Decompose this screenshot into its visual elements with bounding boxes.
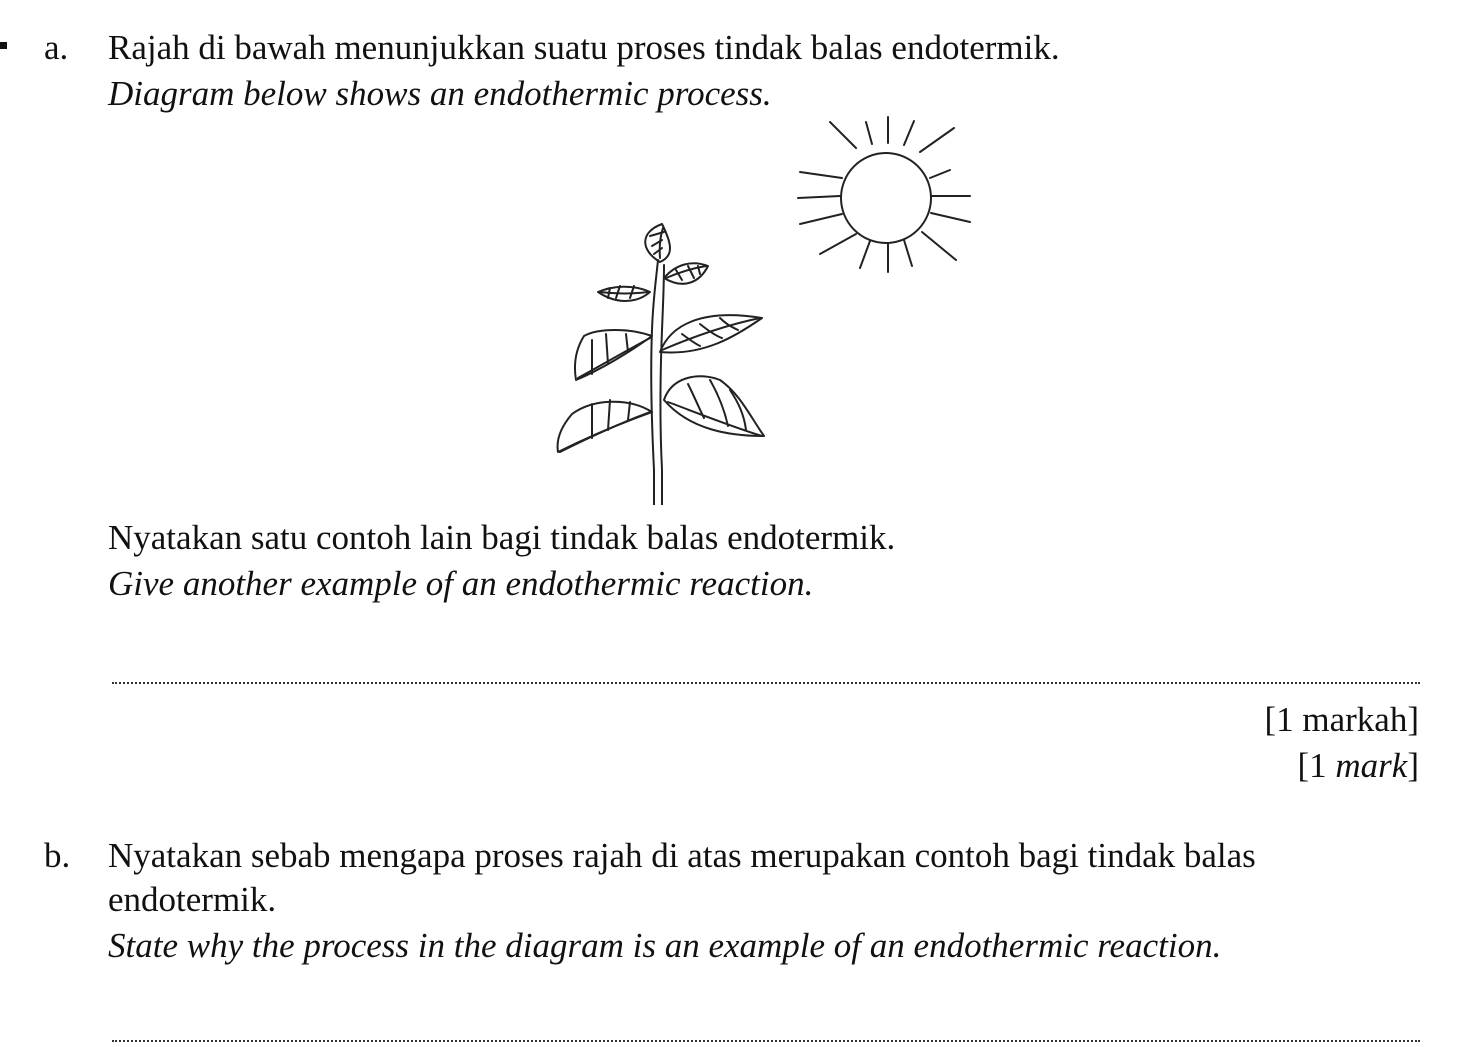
question-b-text-ms-1: Nyatakan sebab mengapa proses rajah di atas merupakan contoh bagi tindak balas [108,836,1256,875]
mark-en-word: mark [1335,746,1408,785]
plant-icon [558,224,764,505]
question-a-text-en: Diagram below shows an endothermic process. [108,74,772,113]
question-a-label: a. [44,28,69,67]
question-b-text-en: State why the process in the diagram is an example of an endothermic reaction. [108,926,1222,965]
question-b-label: b. [44,836,71,875]
mark-en-close: ] [1407,746,1419,785]
question-a-prompt-en: Give another example of an endothermic reaction. [108,564,814,603]
question-b-text-ms-2: endotermik. [108,880,277,919]
question-a-text-ms: Rajah di bawah menunjukkan suatu proses tindak balas endotermik. [108,28,1060,67]
mark-en-open: [1 [1297,746,1336,785]
mark-label-en [1298,746,1420,786]
answer-line-a[interactable] [112,682,1420,684]
answer-line-b[interactable] [112,1040,1420,1042]
question-a-prompt-ms: Nyatakan satu contoh lain bagi tindak balas endotermik. [108,518,896,557]
mark-label-ms: [1 markah] [1264,700,1419,739]
sun-icon [798,117,970,272]
endothermic-diagram [540,105,980,505]
page-edge-bullet [0,42,7,49]
